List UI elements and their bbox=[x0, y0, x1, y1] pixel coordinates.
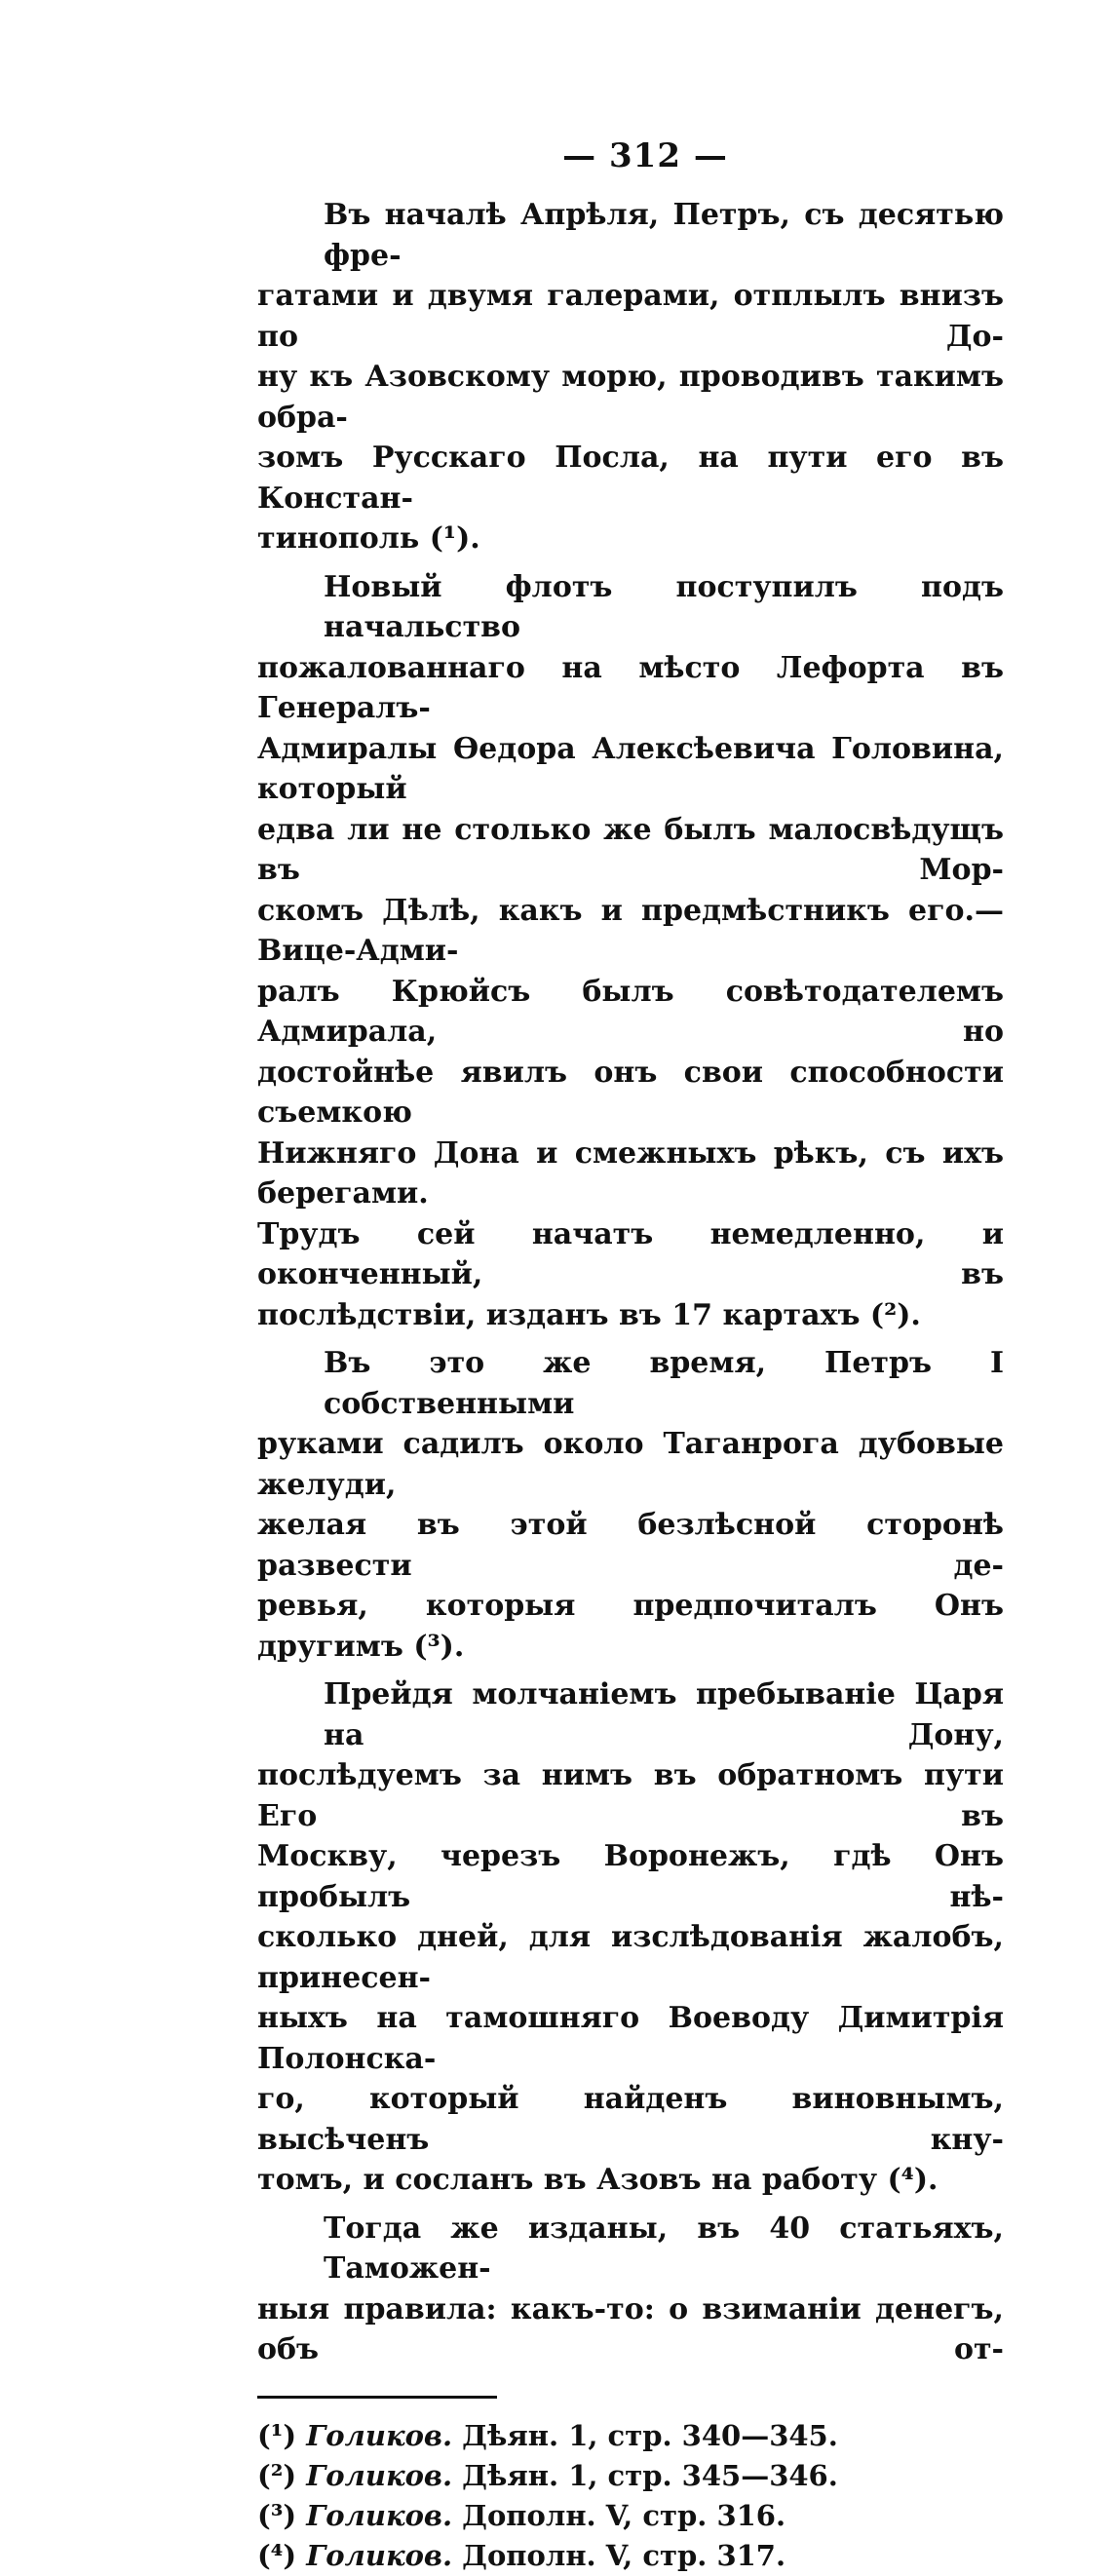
document-page bbox=[257, 136, 1004, 2576]
line: желая въ этой безлѣсной сторонѣ развести де- bbox=[257, 1508, 1004, 1583]
paragraph-3 bbox=[257, 1343, 1004, 1667]
line: Новый флотъ поступилъ подъ начальство bbox=[324, 569, 1004, 644]
line: сколько дней, для изслѣдованія жалобъ, принесен- bbox=[257, 1920, 1004, 1995]
footnote-author: Голиков. bbox=[306, 2538, 453, 2572]
line: томъ, и сосланъ въ Азовъ на работу (⁴). bbox=[257, 2163, 939, 2197]
footnote-2 bbox=[257, 2456, 1004, 2496]
page-number: — 312 — bbox=[562, 136, 728, 175]
body-text bbox=[257, 195, 1004, 2370]
line: Тогда же изданы, въ 40 статьяхъ, Таможен- bbox=[324, 2211, 1004, 2286]
footnote-mark: (²) bbox=[257, 2458, 297, 2492]
line: тинополь (¹). bbox=[257, 521, 480, 556]
footnote-reference: Дополн. V, стр. 316. bbox=[462, 2498, 786, 2532]
line: послѣдуемъ за нимъ въ обратномъ пути Его въ bbox=[257, 1758, 1004, 1833]
line: Адмиралы Өедора Алексѣевича Головина, который bbox=[257, 731, 1004, 806]
line: Въ это же время, Петръ I собственными bbox=[324, 1346, 1004, 1421]
paragraph-2 bbox=[257, 567, 1004, 1336]
footnote-author: Голиков. bbox=[306, 2458, 453, 2492]
footnote-1 bbox=[257, 2416, 1004, 2456]
line: Москву, черезъ Воронежъ, гдѣ Онъ пробылъ нѣ- bbox=[257, 1839, 1004, 1914]
footnote-reference: Дѣян. 1, стр. 345—346. bbox=[462, 2458, 838, 2492]
line: гатами и двумя галерами, отплылъ внизъ по До- bbox=[257, 279, 1004, 354]
line: го, который найденъ виновнымъ, высѣченъ кну- bbox=[257, 2082, 1004, 2157]
line: руками садилъ около Таганрога дубовые желуди, bbox=[257, 1427, 1004, 1502]
line: ну къ Азовскому морю, проводивъ такимъ обра- bbox=[257, 360, 1004, 435]
line: достойнѣе явилъ онъ свои способности съемкою bbox=[257, 1055, 1004, 1130]
line: ревья, которыя предпочиталъ Онъ другимъ (³). bbox=[257, 1589, 1004, 1664]
footnotes bbox=[257, 2416, 1004, 2576]
line: послѣдствіи, изданъ въ 17 картахъ (²). bbox=[257, 1297, 921, 1332]
line: зомъ Русскаго Посла, на пути его въ Констан- bbox=[257, 441, 1004, 516]
line: ралъ Крюйсъ былъ совѣтодателемъ Адмирала, но bbox=[257, 974, 1004, 1049]
paragraph-5 bbox=[257, 2209, 1004, 2370]
footnote-4 bbox=[257, 2536, 1004, 2576]
footnote-mark: (³) bbox=[257, 2498, 297, 2532]
footnote-mark: (⁴) bbox=[257, 2538, 297, 2572]
paragraph-4 bbox=[257, 1674, 1004, 2201]
line: Нижняго Дона и смежныхъ рѣкъ, съ ихъ берегами. bbox=[257, 1135, 1004, 1211]
line: едва ли не столько же былъ малосвѣдущъ въ Мор- bbox=[257, 812, 1004, 887]
paragraph-1 bbox=[257, 195, 1004, 559]
line: Въ началѣ Апрѣля, Петръ, съ десятью фре- bbox=[324, 198, 1004, 273]
footnote-3 bbox=[257, 2496, 1004, 2536]
footnote-reference: Дополн. V, стр. 317. bbox=[462, 2538, 786, 2572]
footnote-mark: (¹) bbox=[257, 2418, 297, 2452]
line: Трудъ сей начатъ немедленно, и оконченный, въ bbox=[257, 1216, 1004, 1291]
line: Прейдя молчаніемъ пребываніе Царя на Дону, bbox=[324, 1677, 1004, 1752]
footnote-author: Голиков. bbox=[306, 2498, 453, 2532]
line: скомъ Дѣлѣ, какъ и предмѣстникъ его.— Вице-Адми- bbox=[257, 893, 1004, 968]
line: ныхъ на тамошняго Воеводу Димитрія Полонска- bbox=[257, 2001, 1004, 2076]
footnote-divider bbox=[257, 2396, 497, 2399]
footnote-author: Голиков. bbox=[306, 2418, 453, 2452]
line: пожалованнаго на мѣсто Лефорта въ Генералъ- bbox=[257, 650, 1004, 725]
line: ныя правила: какъ-то: о взиманіи денегъ, объ от- bbox=[257, 2291, 1004, 2366]
footnote-reference: Дѣян. 1, стр. 340—345. bbox=[462, 2418, 838, 2452]
